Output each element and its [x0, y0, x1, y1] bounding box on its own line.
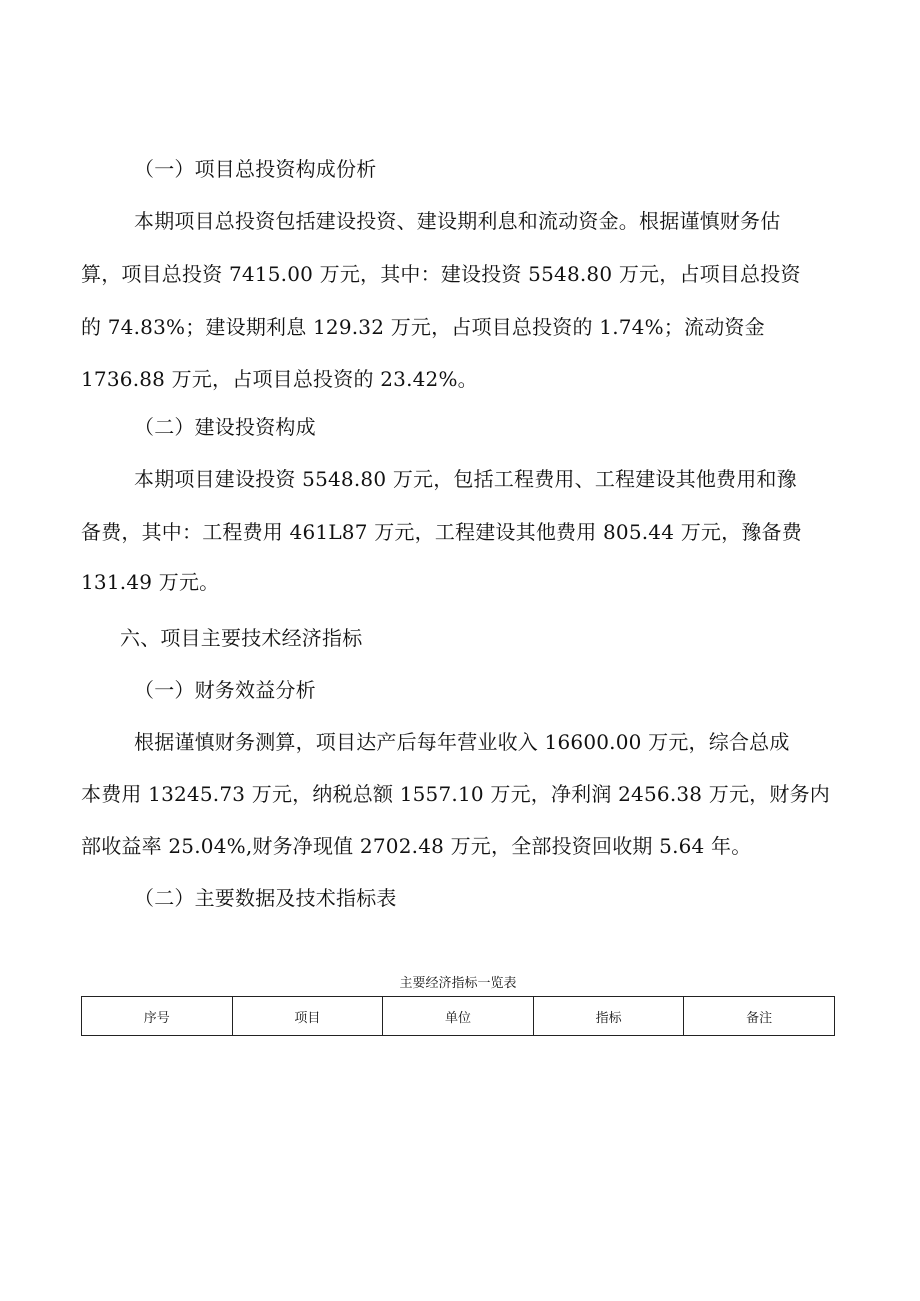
- paragraph-line: 1736.88 万元，占项目总投资的 23.42%。: [81, 367, 478, 391]
- column-header-item: 项目: [232, 997, 383, 1036]
- paragraph-line: 本期项目建设投资 5548.80 万元，包括工程费用、工程建设其他费用和豫: [134, 467, 797, 491]
- paragraph-line: 本费用 13245.73 万元，纳税总额 1557.10 万元，净利润 2456.38 万元，财务内: [81, 782, 830, 806]
- column-header-indicator: 指标: [533, 997, 684, 1036]
- paragraph-line: 本期项目总投资包括建设投资、建设期利息和流动资金。根据谨慎财务估: [134, 209, 781, 233]
- column-header-unit: 单位: [383, 997, 534, 1036]
- column-header-remarks: 备注: [684, 997, 835, 1036]
- table-header-row: [82, 997, 835, 1036]
- chapter-heading-six: 六、项目主要技术经济指标: [120, 626, 363, 650]
- paragraph-line: 根据谨慎财务测算，项目达产后每年营业收入 16600.00 万元，综合总成: [134, 730, 790, 754]
- indicator-table: [81, 996, 835, 1036]
- paragraph-line: 的 74.83%；建设期利息 129.32 万元，占项目总投资的 1.74%；流动资金: [81, 315, 765, 339]
- section-heading-financial-benefit: （一）财务效益分析: [134, 678, 316, 702]
- table-caption: 主要经济指标一览表: [399, 976, 517, 991]
- paragraph-line: 算，项目总投资 7415.00 万元，其中：建设投资 5548.80 万元，占项目总投资: [81, 262, 801, 286]
- section-heading-main-data: （二）主要数据及技术指标表: [134, 886, 397, 910]
- column-header-serial-number: 序号: [82, 997, 233, 1036]
- paragraph-line: 部收益率 25.04%,财务净现值 2702.48 万元，全部投资回收期 5.64 年。: [81, 834, 752, 858]
- section-heading-investment-composition: （一）项目总投资构成份析: [134, 157, 377, 181]
- section-heading-construction-investment: （二）建设投资构成: [134, 415, 316, 439]
- paragraph-line: 备费，其中：工程费用 461L87 万元，工程建设其他费用 805.44 万元，豫备费: [81, 520, 802, 544]
- paragraph-line: 131.49 万元。: [81, 570, 220, 594]
